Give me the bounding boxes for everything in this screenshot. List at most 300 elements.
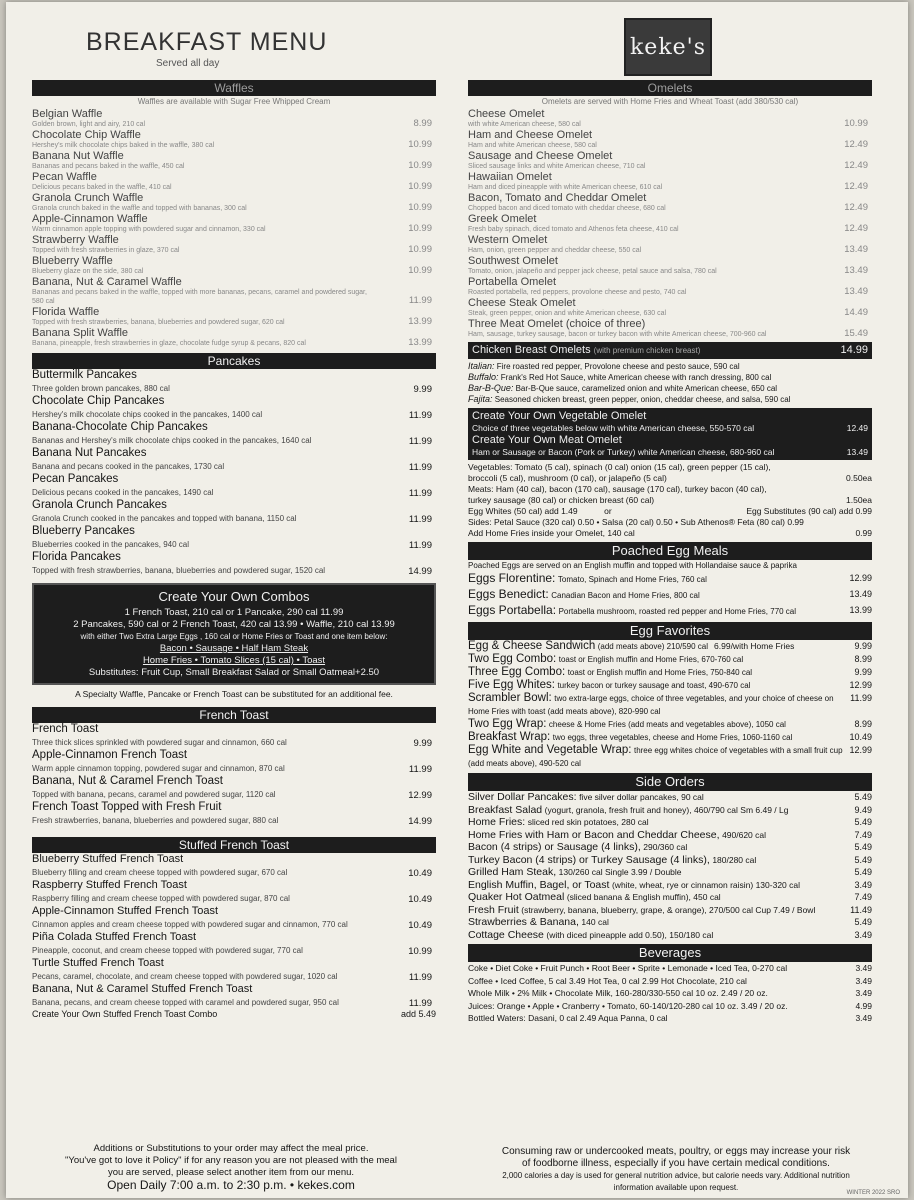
item-name: English Muffin, Bagel, or Toast bbox=[468, 878, 610, 891]
item-desc: Topped with banana, pecans, caramel and powdered sugar, 1120 cal bbox=[32, 790, 276, 799]
item-price: 11.99 bbox=[408, 488, 432, 499]
item-price: 11.99 bbox=[850, 693, 872, 703]
item-text bbox=[468, 394, 872, 405]
item-text bbox=[468, 731, 843, 744]
beverage-row bbox=[468, 1012, 872, 1025]
item-price: 15.49 bbox=[844, 328, 868, 339]
item-desc: Blueberries cooked in the pancakes, 940 cal bbox=[32, 540, 189, 549]
combos-line: Bacon • Sausage • Half Ham Steak bbox=[159, 643, 309, 654]
item-price: 12.99 bbox=[849, 573, 872, 583]
footer-right-line: Consuming raw or undercooked meats, poultry, or eggs may increase your risk bbox=[501, 1146, 851, 1157]
item-desc: Fire roasted red pepper, Provolone cheese and pesto sauce, 590 cal bbox=[496, 362, 740, 371]
item-price: 13.49 bbox=[849, 589, 872, 599]
menu-item bbox=[32, 447, 436, 473]
menu-item bbox=[32, 801, 436, 827]
item-name: Bar-B-Que: bbox=[468, 383, 514, 393]
menu-item bbox=[468, 891, 872, 904]
item-desc: Ham, onion, green pepper and cheddar cheese, 550 cal bbox=[468, 247, 642, 254]
item-name: Banana, Nut & Caramel French Toast bbox=[32, 775, 223, 787]
left-column bbox=[32, 80, 436, 1020]
menu-item bbox=[468, 276, 872, 297]
item-name: Quaker Hot Oatmeal bbox=[468, 891, 565, 903]
item-price: 3.49 bbox=[854, 879, 872, 890]
beverage-text: Whole Milk • 2% Milk • Chocolate Milk, 160-280/330-550 cal 10 oz. 2.49 / 20 oz. bbox=[468, 988, 768, 998]
item-name: Turtle Stuffed French Toast bbox=[32, 957, 164, 969]
hours-text: Open Daily 7:00 a.m. to 2:30 p.m. • kekes.com bbox=[107, 1178, 355, 1192]
menu-item bbox=[468, 394, 872, 405]
item-desc: Hershey's milk chocolate chips cooked in the pancakes, 1400 cal bbox=[32, 410, 263, 419]
item-desc: Delicious pecans cooked in the pancakes, 1490 cal bbox=[32, 488, 214, 497]
item-name: Two Egg Combo: bbox=[468, 653, 557, 665]
item-desc: Bar-B-Que sauce, caramelized onion and white American cheese, 650 cal bbox=[515, 384, 778, 393]
item-price: 11.99 bbox=[408, 295, 432, 306]
item-name: Cottage Cheese bbox=[468, 928, 544, 941]
item-text bbox=[468, 383, 872, 394]
menu-item bbox=[32, 255, 436, 276]
item-desc: five silver dollar pancakes, 90 cal bbox=[579, 792, 704, 802]
menu-sheet bbox=[6, 2, 908, 1198]
item-text bbox=[468, 816, 848, 829]
item-name: Italian: bbox=[468, 361, 495, 371]
item-desc: Chopped bacon and diced tomato with cheddar cheese, 680 cal bbox=[468, 205, 666, 212]
item-price: 10.49 bbox=[408, 868, 432, 879]
item-price: 3.49 bbox=[854, 929, 872, 940]
item-price: 13.49 bbox=[844, 286, 868, 297]
extras-homefries-price: 0.99 bbox=[855, 528, 872, 538]
item-price: 5.49 bbox=[854, 867, 872, 877]
item-price: 12.99 bbox=[849, 680, 872, 690]
menu-item bbox=[32, 234, 436, 255]
poached-note: Poached Eggs are served on an English muffin and topped with Hollandaise sauce & paprika bbox=[468, 561, 797, 570]
menu-item bbox=[468, 213, 872, 234]
item-desc: Granola Crunch cooked in the pancakes and topped with banana, 1150 cal bbox=[32, 514, 297, 523]
item-name: Apple-Cinnamon Waffle bbox=[32, 213, 148, 225]
menu-item bbox=[32, 369, 436, 395]
item-name: Belgian Waffle bbox=[32, 108, 103, 120]
item-name: Banana Nut Pancakes bbox=[32, 447, 147, 459]
menu-item bbox=[32, 327, 436, 348]
item-name: Eggs Portabella: bbox=[468, 603, 557, 617]
item-desc: sliced red skin potatoes, 280 cal bbox=[527, 817, 649, 827]
item-price: 12.49 bbox=[844, 202, 868, 213]
item-desc: toast or English muffin and Home Fries, 670-760 cal bbox=[558, 655, 744, 664]
item-price: 11.99 bbox=[408, 998, 432, 1009]
item-name: French Toast Topped with Fresh Fruit bbox=[32, 801, 222, 813]
item-name: Scrambler Bowl: bbox=[468, 692, 552, 704]
beverage-price: 3.49 bbox=[855, 1013, 872, 1023]
item-text bbox=[468, 666, 848, 679]
item-desc: (white, wheat, rye or cinnamon raisin) 130-320 cal bbox=[611, 879, 801, 890]
item-name: Banana-Chocolate Chip Pancakes bbox=[32, 421, 208, 433]
item-price: 11.99 bbox=[408, 764, 432, 775]
item-desc: two eggs, three vegetables, cheese and Home Fries, 1060-1160 cal bbox=[552, 733, 793, 742]
menu-item bbox=[32, 473, 436, 499]
menu-item bbox=[468, 816, 872, 829]
beverages-list bbox=[468, 962, 872, 1025]
omelets-note: Omelets are served with Home Fries and Wheat Toast (add 380/530 cal) bbox=[541, 97, 799, 106]
kekes-logo bbox=[624, 18, 712, 76]
edition-tag: WINTER 2022 SRO bbox=[846, 1190, 900, 1196]
menu-item bbox=[468, 587, 872, 603]
cyo-omelet-box bbox=[468, 408, 872, 460]
menu-item bbox=[468, 297, 872, 318]
item-desc: Blueberry glaze on the side, 380 cal bbox=[32, 268, 144, 275]
item-name: Sausage and Cheese Omelet bbox=[468, 150, 613, 162]
item-price: 8.99 bbox=[854, 719, 872, 729]
combos-box bbox=[32, 583, 436, 685]
menu-item bbox=[468, 171, 872, 192]
omelets-list bbox=[468, 108, 872, 339]
menu-item bbox=[468, 879, 872, 892]
extras-homefries: Add Home Fries inside your Omelet, 140 cal bbox=[468, 528, 635, 538]
item-price: 10.49 bbox=[408, 920, 432, 931]
poached-list bbox=[468, 571, 872, 619]
stuffed-list bbox=[32, 853, 436, 1009]
section-omelets: Omelets bbox=[468, 80, 872, 96]
menu-item bbox=[468, 653, 872, 666]
item-text bbox=[468, 866, 848, 879]
item-name: Home Fries with Ham or Bacon and Cheddar Cheese, bbox=[468, 828, 720, 841]
item-desc: Delicious pecans baked in the waffle, 410 cal bbox=[32, 184, 172, 191]
item-desc: Topped with fresh strawberries in glaze, 370 cal bbox=[32, 247, 180, 254]
item-price: 13.99 bbox=[408, 337, 432, 348]
footer-right-line: 2,000 calories a day is used for general nutrition advice, but calorie needs vary. Additional nutrition bbox=[502, 1171, 850, 1180]
beverage-text: Bottled Waters: Dasani, 0 cal 2.49 Aqua Panna, 0 cal bbox=[468, 1013, 668, 1023]
item-text bbox=[468, 904, 844, 917]
menu-item bbox=[32, 129, 436, 150]
waffles-list bbox=[32, 108, 436, 348]
item-name: Silver Dollar Pancakes: bbox=[468, 791, 577, 803]
item-price: 5.49 bbox=[854, 854, 872, 865]
menu-item bbox=[468, 916, 872, 929]
section-poached: Poached Egg Meals bbox=[468, 542, 872, 560]
item-name: Banana Nut Waffle bbox=[32, 150, 124, 162]
menu-item bbox=[468, 841, 872, 854]
item-desc: Ham and white American cheese, 580 cal bbox=[468, 142, 597, 149]
waffles-note: Waffles are available with Sugar Free Whipped Cream bbox=[137, 97, 331, 106]
item-desc: three egg whites choice of vegetables with a small fruit cup (add meats above), 490-520 cal bbox=[468, 746, 843, 768]
item-desc: (strawberry, banana, blueberry, grape, & orange), 270/500 cal Cup 7.49 / Bowl bbox=[521, 904, 816, 915]
section-beverages: Beverages bbox=[468, 944, 872, 962]
item-desc: Cinnamon apples and cream cheese topped with powdered sugar and cinnamon, 770 cal bbox=[32, 920, 348, 929]
item-desc: Seasoned chicken breast, green pepper, onion, cheddar cheese, and salsa, 590 cal bbox=[494, 395, 791, 404]
item-desc: Tomato, onion, jalapeño and pepper jack cheese, petal sauce and salsa, 780 cal bbox=[468, 268, 717, 275]
french-toast-list bbox=[32, 723, 436, 827]
menu-item bbox=[32, 421, 436, 447]
section-egg-favorites: Egg Favorites bbox=[468, 622, 872, 640]
item-price: 9.49 bbox=[854, 804, 872, 815]
footer-left-line: Additions or Substitutions to your order may affect the meal price. bbox=[93, 1143, 369, 1154]
footer-left bbox=[46, 1143, 416, 1191]
item-price: 10.99 bbox=[408, 202, 432, 213]
item-desc: Bananas and Hershey's milk chocolate chips cooked in the pancakes, 1640 cal bbox=[32, 436, 312, 445]
menu-item bbox=[32, 306, 436, 327]
item-desc: Banana, pecans, and cream cheese topped with caramel and powdered sugar, 950 cal bbox=[32, 998, 339, 1007]
item-desc: 130/260 cal Single 3.99 / Double bbox=[558, 867, 682, 877]
extras-sides: Sides: Petal Sauce (320 cal) 0.50 • Salsa (20 cal) 0.50 • Sub Athenos® Feta (80 cal) 0.99 bbox=[468, 517, 804, 527]
item-price: 10.99 bbox=[408, 139, 432, 150]
item-price: 8.99 bbox=[413, 118, 432, 129]
item-desc: Topped with fresh strawberries, banana, blueberries and powdered sugar, 620 cal bbox=[32, 319, 285, 326]
item-extra: 6.99/with Home Fries bbox=[714, 641, 795, 651]
logo-text: keke's bbox=[629, 34, 707, 60]
beverage-price: 3.49 bbox=[855, 963, 872, 973]
menu-item bbox=[468, 854, 872, 867]
item-desc: Warm cinnamon apple topping with powdered sugar and cinnamon, 330 cal bbox=[32, 226, 266, 233]
item-desc: Banana, pineapple, fresh strawberries in glaze, chocolate fudge syrup & pecans, 820 cal bbox=[32, 340, 306, 347]
item-price: 10.49 bbox=[408, 894, 432, 905]
menu-item bbox=[468, 929, 872, 942]
item-price: 5.49 bbox=[854, 817, 872, 827]
item-desc: Raspberry filling and cream cheese topped with powdered sugar, 870 cal bbox=[32, 894, 290, 903]
item-name: Granola Crunch Waffle bbox=[32, 192, 144, 204]
menu-item bbox=[468, 108, 872, 129]
egg-favorites-list bbox=[468, 640, 872, 770]
item-price: 12.49 bbox=[844, 223, 868, 234]
item-name: Grilled Ham Steak, bbox=[468, 866, 557, 878]
item-price: 9.99 bbox=[413, 738, 432, 749]
item-desc: Fresh baby spinach, diced tomato and Athenos feta cheese, 410 cal bbox=[468, 226, 679, 233]
item-desc: Portabella mushroom, roasted red pepper and Home Fries, 770 cal bbox=[558, 607, 797, 616]
chicken-list bbox=[468, 361, 872, 405]
item-desc: Three thick slices sprinkled with powdered sugar and cinnamon, 660 cal bbox=[32, 738, 287, 747]
item-price: 11.99 bbox=[408, 410, 432, 421]
menu-item bbox=[32, 775, 436, 801]
item-desc: (add meats above) 210/590 cal bbox=[597, 642, 709, 651]
combos-line: with either Two Extra Large Eggs , 160 cal or Home Fries or Toast and one item below: bbox=[80, 632, 388, 641]
item-text bbox=[468, 841, 848, 854]
item-price: 13.49 bbox=[844, 244, 868, 255]
extras-veg2: broccoli (5 cal), mushroom (0 cal), or jalapeño (5 cal) bbox=[468, 473, 667, 483]
combos-line: Substitutes: Fruit Cup, Small Breakfast Salad or Small Oatmeal+2.50 bbox=[88, 667, 380, 678]
item-price: 14.99 bbox=[408, 566, 432, 577]
item-desc: Ham, sausage, turkey sausage, bacon or turkey bacon with white American cheese, 700-960 cal bbox=[468, 331, 767, 338]
beverage-text: Coke • Diet Coke • Fruit Punch • Root Beer • Sprite • Lemonade • Iced Tea, 0-270 cal bbox=[468, 963, 788, 973]
item-name: Banana Split Waffle bbox=[32, 327, 129, 339]
item-desc: Three golden brown pancakes, 880 cal bbox=[32, 384, 170, 393]
menu-item bbox=[32, 171, 436, 192]
item-name: Fresh Fruit bbox=[468, 903, 519, 916]
item-desc: Canadian Bacon and Home Fries, 800 cal bbox=[551, 591, 700, 600]
menu-item bbox=[468, 692, 872, 718]
item-name: Banana, Nut & Caramel Waffle bbox=[32, 276, 182, 288]
item-price: 11.99 bbox=[408, 972, 432, 983]
item-name: Strawberries & Banana, bbox=[468, 916, 579, 928]
beverage-price: 3.49 bbox=[855, 988, 872, 998]
extras-meats: Meats: Ham (40 cal), bacon (170 cal), sausage (170 cal), turkey bacon (40 cal), bbox=[468, 484, 767, 494]
menu-item bbox=[32, 931, 436, 957]
item-price: 12.49 bbox=[844, 139, 868, 150]
item-desc: Ham and diced pineapple with white American cheese, 610 cal bbox=[468, 184, 663, 191]
beverage-text: Coffee • Iced Coffee, 5 cal 3.49 Hot Tea, 0 cal 2.99 Hot Chocolate, 210 cal bbox=[468, 975, 747, 986]
item-name: Fajita: bbox=[468, 394, 493, 404]
item-name: Egg & Cheese Sandwich bbox=[468, 640, 596, 652]
menu-item bbox=[468, 666, 872, 679]
item-desc: turkey bacon or turkey sausage and toast, 490-670 cal bbox=[557, 681, 751, 690]
extras-meats-price: 1.50ea bbox=[846, 495, 872, 505]
item-price: 10.99 bbox=[408, 160, 432, 171]
item-name: Blueberry Pancakes bbox=[32, 525, 135, 537]
item-name: Greek Omelet bbox=[468, 213, 537, 225]
menu-item bbox=[468, 192, 872, 213]
item-text bbox=[468, 891, 848, 904]
menu-item bbox=[468, 731, 872, 744]
item-price: 9.99 bbox=[854, 667, 872, 677]
item-price: 12.99 bbox=[408, 790, 432, 801]
item-name: Pecan Pancakes bbox=[32, 473, 119, 485]
item-name: Southwest Omelet bbox=[468, 255, 558, 267]
menu-item bbox=[32, 551, 436, 577]
footer-right-line: of foodborne illness, especially if you have certain medical conditions. bbox=[522, 1158, 830, 1169]
combos-title: Create Your Own Combos bbox=[158, 589, 310, 604]
menu-item bbox=[468, 866, 872, 879]
item-price: 14.99 bbox=[408, 816, 432, 827]
item-desc: two extra-large eggs, choice of three vegetables, and your choice of cheese on Home Fries with toast (add meats above), 820-990 cal bbox=[468, 694, 834, 716]
item-name: French Toast bbox=[32, 723, 99, 735]
item-text bbox=[468, 361, 872, 372]
menu-item bbox=[468, 129, 872, 150]
item-text bbox=[468, 744, 843, 770]
item-price: 10.99 bbox=[408, 265, 432, 276]
item-price: 12.99 bbox=[849, 745, 872, 755]
extras-subs: Egg Substitutes (90 cal) add 0.99 bbox=[746, 506, 873, 516]
item-name: Pecan Waffle bbox=[32, 171, 97, 183]
item-name: Granola Crunch Pancakes bbox=[32, 499, 167, 511]
cyo-meat-desc: Ham or Sausage or Bacon (Pork or Turkey) white American cheese, 680-960 cal bbox=[472, 447, 775, 457]
footer-left-line: you are served, please select another item from our menu. bbox=[107, 1167, 355, 1178]
item-name: Eggs Florentine: bbox=[468, 571, 556, 585]
item-name: Egg White and Vegetable Wrap: bbox=[468, 744, 632, 756]
item-text bbox=[468, 653, 848, 666]
item-name: Breakfast Salad bbox=[468, 803, 543, 816]
menu-item bbox=[32, 749, 436, 775]
item-price: 11.99 bbox=[408, 540, 432, 551]
menu-item bbox=[468, 571, 872, 587]
item-desc: Tomato, Spinach and Home Fries, 760 cal bbox=[557, 575, 707, 584]
menu-item bbox=[32, 213, 436, 234]
item-desc: 290/360 cal bbox=[643, 842, 688, 852]
item-desc: Bananas and pecans baked in the waffle, 450 cal bbox=[32, 163, 185, 170]
right-column bbox=[468, 80, 872, 1025]
item-name: Two Egg Wrap: bbox=[468, 718, 547, 730]
menu-item bbox=[32, 957, 436, 983]
stuffed-cyo bbox=[32, 1009, 436, 1020]
chicken-price: 14.99 bbox=[840, 344, 868, 356]
item-name: Buttermilk Pancakes bbox=[32, 369, 137, 381]
item-desc: cheese & Home Fries (add meats and vegetables above), 1050 cal bbox=[548, 720, 786, 729]
item-desc: 180/280 cal bbox=[712, 854, 757, 865]
item-name: Turkey Bacon (4 strips) or Turkey Sausage (4 links), bbox=[468, 853, 710, 866]
menu-item bbox=[468, 804, 872, 817]
item-name: Blueberry Waffle bbox=[32, 255, 113, 267]
item-price: 9.99 bbox=[413, 384, 432, 395]
item-desc: Steak, green pepper, onion and white American cheese, 630 cal bbox=[468, 310, 667, 317]
item-text bbox=[468, 829, 848, 842]
menu-item bbox=[468, 640, 872, 653]
item-name: Raspberry Stuffed French Toast bbox=[32, 879, 187, 891]
item-name: Apple-Cinnamon French Toast bbox=[32, 749, 188, 761]
item-desc: (sliced banana & English muffin), 450 cal bbox=[566, 892, 721, 902]
item-name: Florida Pancakes bbox=[32, 551, 121, 563]
menu-item bbox=[32, 499, 436, 525]
menu-item bbox=[468, 234, 872, 255]
item-name: Portabella Omelet bbox=[468, 276, 557, 288]
item-text bbox=[468, 571, 843, 587]
item-price: 13.99 bbox=[408, 316, 432, 327]
menu-item bbox=[468, 904, 872, 917]
menu-item bbox=[32, 395, 436, 421]
item-name: Cheese Steak Omelet bbox=[468, 297, 576, 309]
extras-whites: Egg Whites (50 cal) add 1.49 bbox=[468, 506, 578, 516]
combos-line: 2 Pancakes, 590 cal or 2 French Toast, 420 cal 13.99 • Waffle, 210 cal 13.99 bbox=[73, 619, 395, 630]
item-name: Chocolate Chip Waffle bbox=[32, 129, 141, 141]
menu-item bbox=[468, 150, 872, 171]
item-name: Bacon, Tomato and Cheddar Omelet bbox=[468, 192, 647, 204]
extras-meats2: turkey sausage (80 cal) or chicken breast (60 cal) bbox=[468, 495, 655, 505]
menu-item bbox=[468, 361, 872, 372]
item-price: 7.49 bbox=[854, 892, 872, 902]
item-desc: Fresh strawberries, banana, blueberries and powdered sugar, 880 cal bbox=[32, 816, 279, 825]
menu-item bbox=[468, 718, 872, 731]
item-desc: Banana and pecans cooked in the pancakes, 1730 cal bbox=[32, 462, 225, 471]
combos-sub-note: A Specialty Waffle, Pancake or French Toast can be substituted for an additional fee. bbox=[75, 689, 393, 699]
item-text bbox=[468, 692, 844, 718]
item-price: 7.49 bbox=[854, 829, 872, 840]
menu-item bbox=[468, 255, 872, 276]
combos-line: 1 French Toast, 210 cal or 1 Pancake, 290 cal 11.99 bbox=[124, 607, 344, 618]
item-desc: toast or English muffin and Home Fries, 750-840 cal bbox=[567, 668, 753, 677]
item-text bbox=[468, 679, 843, 692]
item-desc: Roasted portabella, red peppers, provolone cheese and pesto, 740 cal bbox=[468, 289, 687, 296]
menu-item bbox=[468, 603, 872, 619]
pancakes-list bbox=[32, 369, 436, 577]
item-name: Three Meat Omelet (choice of three) bbox=[468, 318, 646, 330]
beverage-price: 4.99 bbox=[855, 1000, 872, 1011]
footer-right-line: information available upon request. bbox=[613, 1183, 739, 1192]
menu-item bbox=[32, 983, 436, 1009]
item-name: Breakfast Wrap: bbox=[468, 731, 551, 743]
item-desc: Topped with fresh strawberries, banana, blueberries and powdered sugar, 1520 cal bbox=[32, 566, 326, 575]
item-desc: Blueberry filling and cream cheese topped with powdered sugar, 670 cal bbox=[32, 868, 288, 877]
item-name: Strawberry Waffle bbox=[32, 234, 119, 246]
item-text bbox=[468, 587, 843, 603]
item-price: 10.99 bbox=[408, 946, 432, 957]
beverage-row bbox=[468, 962, 872, 975]
cyo-veg-desc: Choice of three vegetables below with white American cheese, 550-570 cal bbox=[472, 423, 755, 433]
item-desc: 490/620 cal bbox=[722, 829, 767, 840]
stuffed-cyo-price: add 5.49 bbox=[400, 1009, 436, 1019]
item-price: 13.49 bbox=[844, 265, 868, 276]
item-desc: Pineapple, coconut, and cream cheese topped with powdered sugar, 770 cal bbox=[32, 946, 303, 955]
item-name: Florida Waffle bbox=[32, 306, 100, 318]
beverage-row bbox=[468, 1000, 872, 1013]
section-stuffed-french-toast: Stuffed French Toast bbox=[32, 837, 436, 853]
item-price: 11.99 bbox=[408, 436, 432, 447]
item-desc: Hershey's milk chocolate chips baked in the waffle, 380 cal bbox=[32, 142, 215, 149]
item-price: 5.49 bbox=[854, 792, 872, 802]
side-orders-list bbox=[468, 791, 872, 941]
item-price: 9.99 bbox=[854, 641, 872, 651]
item-desc: Granola crunch baked in the waffle and topped with bananas, 300 cal bbox=[32, 205, 247, 212]
menu-item bbox=[32, 150, 436, 171]
beverage-row bbox=[468, 987, 872, 1000]
item-name: Bacon (4 strips) or Sausage (4 links), bbox=[468, 841, 641, 853]
item-desc: Frank's Red Hot Sauce, white American cheese with ranch dressing, 800 cal bbox=[500, 373, 772, 382]
chicken-band bbox=[468, 342, 872, 359]
footer-left-line: "You've got to love it Policy" if for any reason you are not pleased with the meal bbox=[65, 1155, 397, 1166]
menu-item bbox=[32, 853, 436, 879]
item-text bbox=[468, 791, 848, 804]
